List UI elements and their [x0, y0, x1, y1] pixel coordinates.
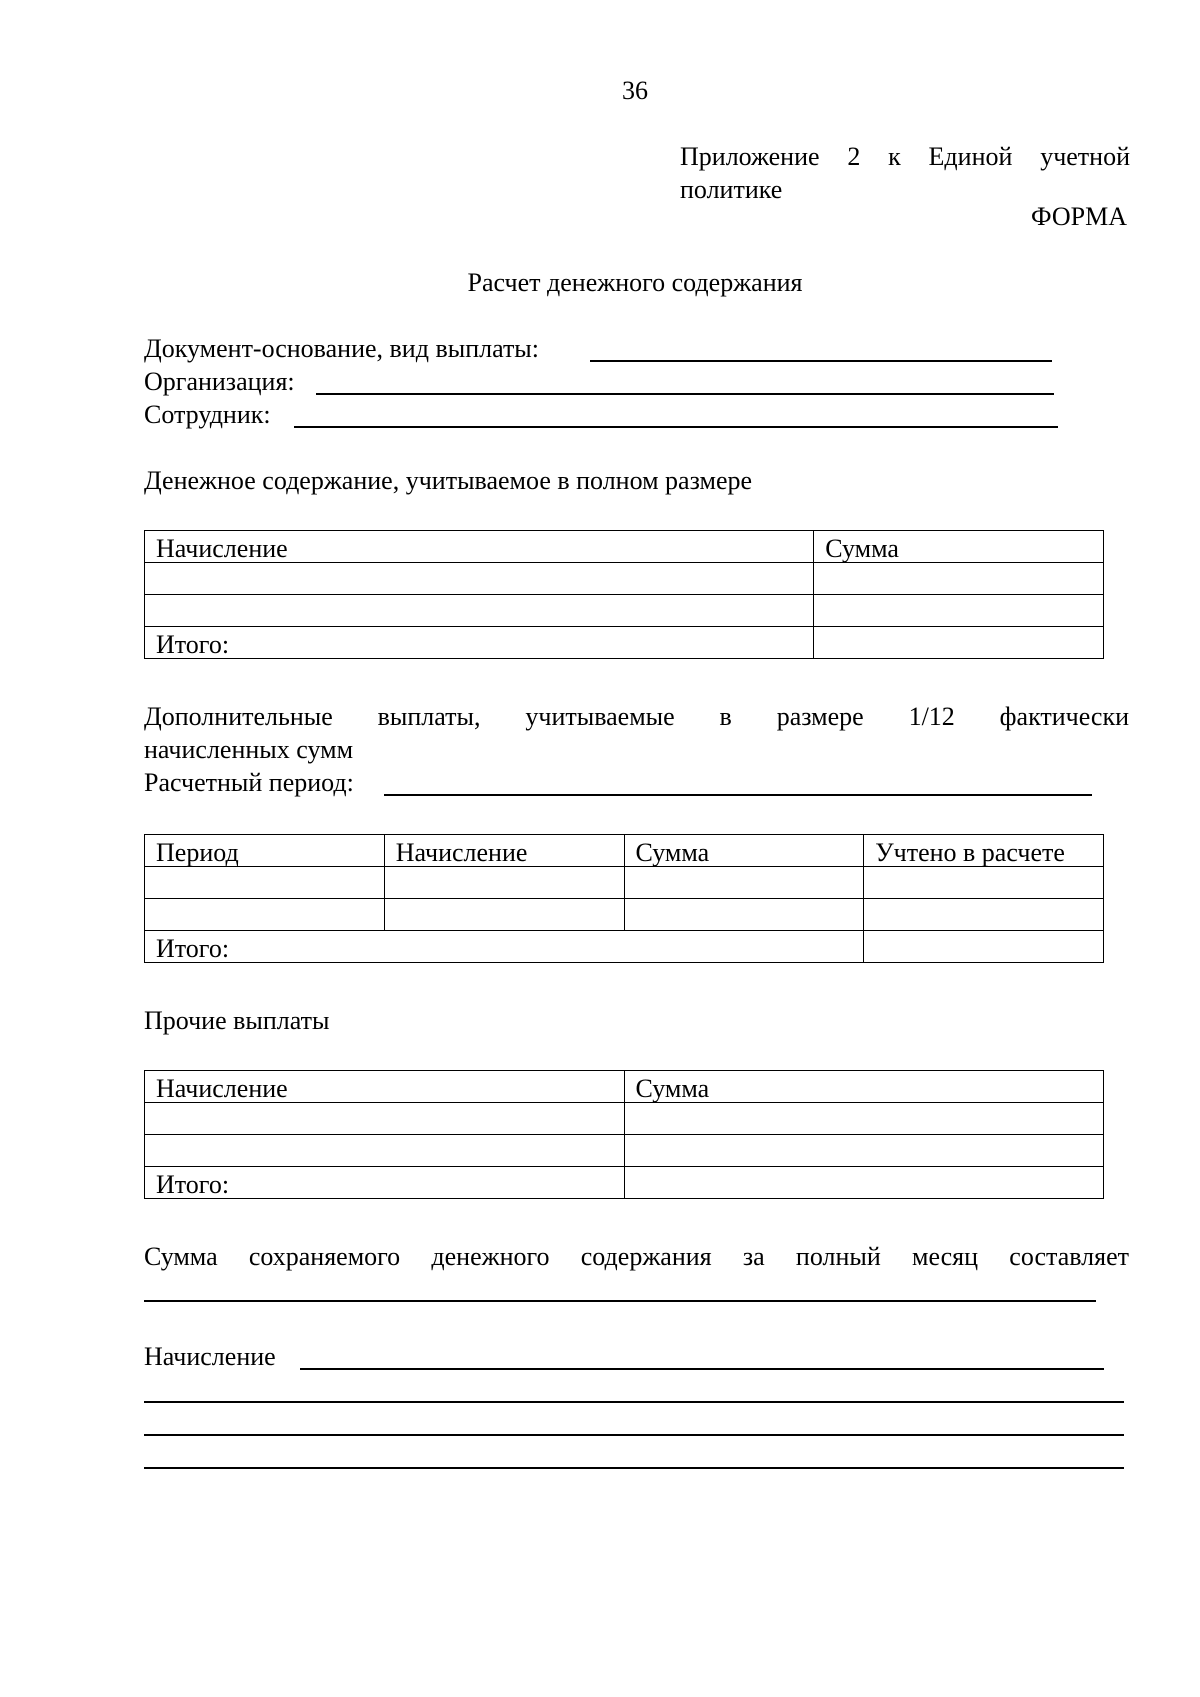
- field-employee-label: Сотрудник:: [144, 400, 271, 429]
- total-cell[interactable]: [624, 1167, 1103, 1199]
- table-row: [145, 563, 1104, 595]
- table-row: [145, 1071, 1104, 1103]
- table-cell[interactable]: [145, 899, 385, 931]
- accrual-line-4[interactable]: [144, 1467, 1124, 1469]
- total-cell[interactable]: [864, 931, 1104, 963]
- table-row: [145, 899, 1104, 931]
- table-cell[interactable]: [624, 899, 864, 931]
- field-basis-line[interactable]: [590, 360, 1052, 362]
- table-row: [145, 595, 1104, 627]
- total-label: Итого:: [145, 1167, 625, 1199]
- section1-title: Денежное содержание, учитываемое в полном размере: [144, 466, 753, 495]
- table-header-sum: Сумма: [624, 835, 864, 867]
- section3-title: Прочие выплаты: [144, 1006, 330, 1035]
- table-cell[interactable]: [145, 867, 385, 899]
- section2-title-cont: начисленных сумм: [144, 735, 354, 764]
- table-header-period: Период: [145, 835, 385, 867]
- table-header-sum: Сумма: [814, 531, 1104, 563]
- table-cell[interactable]: [384, 867, 624, 899]
- accrual-label: Начисление: [144, 1342, 276, 1371]
- table-cell[interactable]: [814, 563, 1104, 595]
- table-header-sum: Сумма: [624, 1071, 1103, 1103]
- page-number: 36: [622, 76, 648, 105]
- table-row: [145, 1167, 1104, 1199]
- document-title: Расчет денежного содержания: [467, 268, 803, 297]
- table-header-accrual: Начисление: [145, 1071, 625, 1103]
- table-header-accrual: Начисление: [145, 531, 814, 563]
- form-label: ФОРМА: [1031, 202, 1127, 231]
- section3-table: [144, 1070, 1104, 1199]
- table-cell[interactable]: [864, 899, 1104, 931]
- table-row: [145, 867, 1104, 899]
- period-line[interactable]: [384, 794, 1092, 796]
- table-cell[interactable]: [384, 899, 624, 931]
- table-row: [145, 1103, 1104, 1135]
- table-cell[interactable]: [145, 1135, 625, 1167]
- table-row: [145, 835, 1104, 867]
- accrual-line-2[interactable]: [144, 1401, 1124, 1403]
- total-label: Итого:: [145, 931, 864, 963]
- table-cell[interactable]: [145, 1103, 625, 1135]
- table-row: [145, 531, 1104, 563]
- section2-title: Дополнительные выплаты, учитываемые в размере 1/12 фактически: [144, 702, 1129, 731]
- summary-text: Сумма сохраняемого денежного содержания за полный месяц составляет: [144, 1242, 1129, 1271]
- table-row: [145, 931, 1104, 963]
- section1-table: [144, 530, 1104, 659]
- table-cell[interactable]: [864, 867, 1104, 899]
- table-row: [145, 627, 1104, 659]
- table-cell[interactable]: [624, 867, 864, 899]
- total-cell[interactable]: [814, 627, 1104, 659]
- field-employee-line[interactable]: [294, 426, 1058, 428]
- section2-table: [144, 834, 1104, 963]
- summary-line[interactable]: [144, 1300, 1096, 1302]
- table-cell[interactable]: [145, 563, 814, 595]
- table-row: [145, 1135, 1104, 1167]
- table-cell[interactable]: [145, 595, 814, 627]
- accrual-line[interactable]: [300, 1368, 1104, 1370]
- table-cell[interactable]: [814, 595, 1104, 627]
- field-organization-label: Организация:: [144, 367, 295, 396]
- total-label: Итого:: [145, 627, 814, 659]
- accrual-line-3[interactable]: [144, 1434, 1124, 1436]
- table-header-counted: Учтено в расчете: [864, 835, 1104, 867]
- table-cell[interactable]: [624, 1135, 1103, 1167]
- table-header-accrual: Начисление: [384, 835, 624, 867]
- appendix-note: Приложение 2 к Единой учетной политике: [680, 142, 1130, 204]
- field-organization-line[interactable]: [316, 393, 1054, 395]
- field-basis-label: Документ-основание, вид выплаты:: [144, 334, 540, 363]
- period-label: Расчетный период:: [144, 768, 354, 797]
- table-cell[interactable]: [624, 1103, 1103, 1135]
